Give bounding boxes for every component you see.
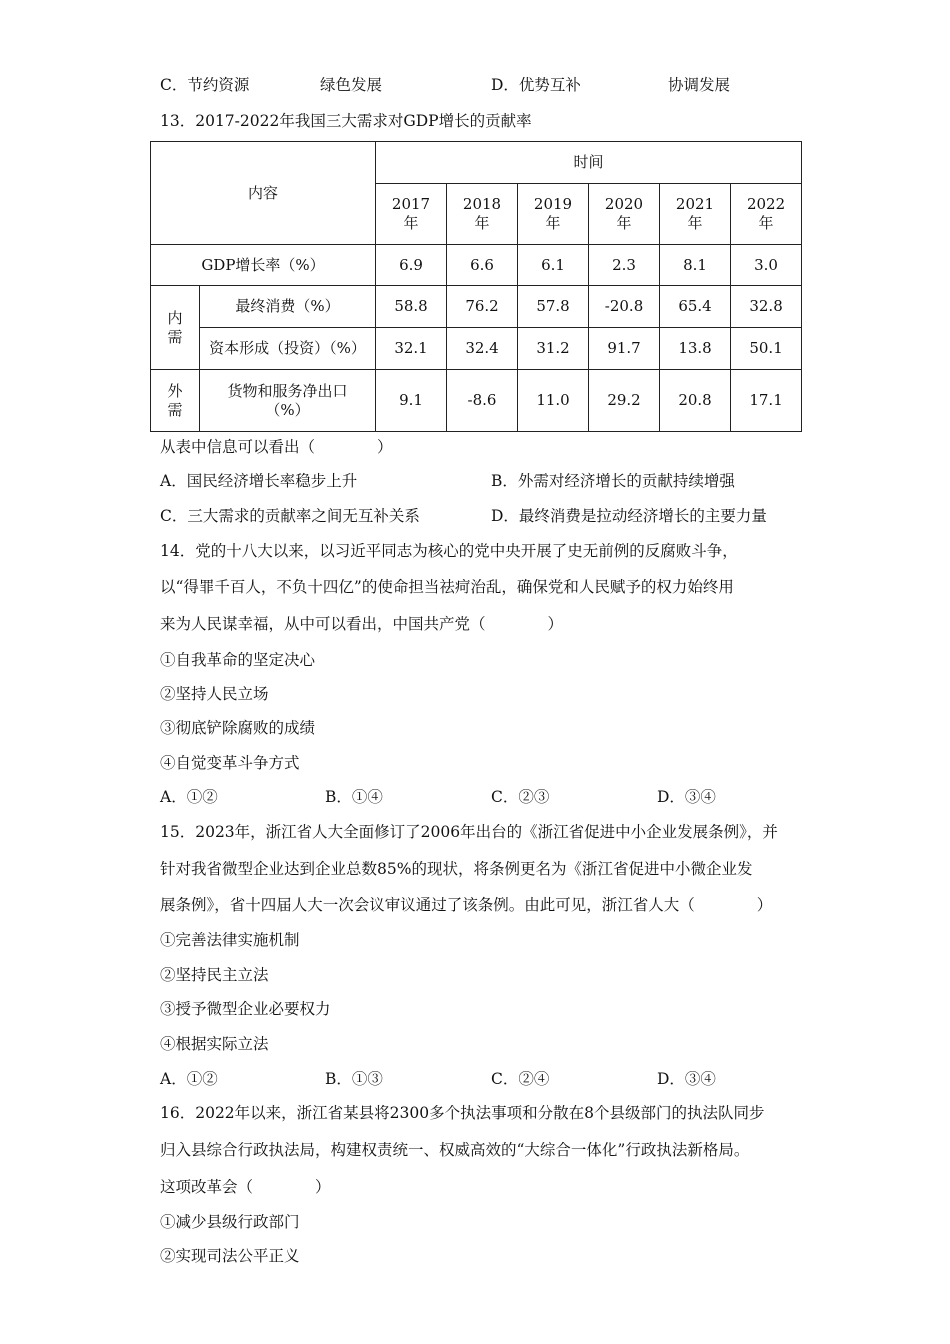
q14-option-d[interactable]: D．③④	[657, 788, 716, 806]
gdp-contribution-table	[150, 141, 802, 432]
q13-option-a[interactable]: A．国民经济增长率稳步上升	[160, 472, 358, 490]
option-d-label: D．优势互补	[491, 76, 581, 94]
q14-line2: 以“得罪千百人，不负十四亿”的使命担当祛疴治乱，确保党和人民赋予的权力始终用	[160, 578, 734, 596]
table-cell: 32.1	[376, 328, 447, 370]
table-cell: 91.7	[589, 328, 660, 370]
q13-option-d[interactable]: D．最终消费是拉动经济增长的主要力量	[491, 507, 767, 525]
q14-line1: 14．党的十八大以来，以习近平同志为核心的党中央开展了史无前例的反腐败斗争，	[160, 542, 738, 560]
table-cell: 6.1	[518, 245, 589, 286]
q15-option-b[interactable]: B．①③	[325, 1070, 383, 1088]
table-cell: -8.6	[447, 370, 518, 432]
table-cell: 8.1	[660, 245, 731, 286]
header-time: 时间	[376, 142, 802, 184]
table-cell: 2.3	[589, 245, 660, 286]
table-cell: 20.8	[660, 370, 731, 432]
row-label-netexport: 货物和服务净出口 （%）	[200, 370, 376, 432]
q14-item-3: ③彻底铲除腐败的成绩	[160, 719, 316, 737]
table-cell: 13.8	[660, 328, 731, 370]
table-row	[151, 245, 802, 286]
q13-option-c[interactable]: C．三大需求的贡献率之间无互补关系	[160, 507, 420, 525]
table-row	[151, 328, 802, 370]
q14-item-1: ①自我革命的坚定决心	[160, 651, 316, 669]
q15-item-1: ①完善法律实施机制	[160, 931, 300, 949]
table-row	[151, 286, 802, 328]
table-cell: 31.2	[518, 328, 589, 370]
q14-option-c[interactable]: C．②③	[491, 788, 550, 806]
header-content: 内容	[151, 142, 376, 245]
table-row	[151, 370, 802, 432]
table-cell: 3.0	[731, 245, 802, 286]
year-header: 2021 年	[660, 184, 731, 245]
year-header: 2019 年	[518, 184, 589, 245]
row-label-investment: 资本形成（投资）（%）	[200, 328, 376, 370]
q15-option-d[interactable]: D．③④	[657, 1070, 716, 1088]
table-cell: 50.1	[731, 328, 802, 370]
q15-option-a[interactable]: A．①②	[160, 1070, 218, 1088]
q15-line1: 15．2023年，浙江省人大全面修订了2006年出台的《浙江省促进中小企业发展条例》，并	[160, 823, 778, 841]
q16-line1: 16．2022年以来，浙江省某县将2300多个执法事项和分散在8个县级部门的执法队同步	[160, 1104, 765, 1122]
option-c-label: C．节约资源	[160, 76, 250, 94]
option-d-value: 协调发展	[668, 76, 731, 94]
q16-line2: 归入县综合行政执法局，构建权责统一、权威高效的“大综合一体化”行政执法新格局。	[160, 1141, 750, 1159]
table-cell: 17.1	[731, 370, 802, 432]
table-cell: -20.8	[589, 286, 660, 328]
table-cell: 32.8	[731, 286, 802, 328]
q15-item-2: ②坚持民主立法	[160, 966, 269, 984]
table-cell: 6.9	[376, 245, 447, 286]
q13-stem: 从表中信息可以看出（ ）	[160, 438, 393, 456]
table-cell: 29.2	[589, 370, 660, 432]
q14-item-4: ④自觉变革斗争方式	[160, 754, 300, 772]
table-cell: 9.1	[376, 370, 447, 432]
group-external: 外 需	[151, 370, 200, 432]
q14-line3: 来为人民谋幸福，从中可以看出，中国共产党（ ）	[160, 615, 564, 633]
table-cell: 76.2	[447, 286, 518, 328]
q15-option-c[interactable]: C．②④	[491, 1070, 550, 1088]
q16-item-2: ②实现司法公平正义	[160, 1247, 300, 1265]
q16-item-1: ①减少县级行政部门	[160, 1213, 300, 1231]
q13-option-b[interactable]: B．外需对经济增长的贡献持续增强	[491, 472, 735, 490]
option-c-value: 绿色发展	[320, 76, 383, 94]
q14-option-a[interactable]: A．①②	[160, 788, 218, 806]
table-cell: 6.6	[447, 245, 518, 286]
year-header: 2018 年	[447, 184, 518, 245]
table-cell: 32.4	[447, 328, 518, 370]
year-header: 2017 年	[376, 184, 447, 245]
q14-option-b[interactable]: B．①④	[325, 788, 383, 806]
table-cell: 11.0	[518, 370, 589, 432]
row-label-gdp: GDP增长率（%）	[151, 245, 376, 286]
q13-title: 13．2017-2022年我国三大需求对GDP增长的贡献率	[160, 112, 532, 130]
table-cell: 58.8	[376, 286, 447, 328]
q16-line3: 这项改革会（ ）	[160, 1178, 331, 1196]
row-label-consumption: 最终消费（%）	[200, 286, 376, 328]
year-header: 2022 年	[731, 184, 802, 245]
q15-item-3: ③授予微型企业必要权力	[160, 1000, 331, 1018]
q15-line3: 展条例》，省十四届人大一次会议审议通过了该条例。由此可见，浙江省人大（ ）	[160, 896, 773, 914]
group-domestic: 内 需	[151, 286, 200, 370]
q15-item-4: ④根据实际立法	[160, 1035, 269, 1053]
q14-item-2: ②坚持人民立场	[160, 685, 269, 703]
table-cell: 65.4	[660, 286, 731, 328]
year-header: 2020 年	[589, 184, 660, 245]
table-cell: 57.8	[518, 286, 589, 328]
q15-line2: 针对我省微型企业达到企业总数85%的现状，将条例更名为《浙江省促进中小微企业发	[160, 860, 753, 878]
